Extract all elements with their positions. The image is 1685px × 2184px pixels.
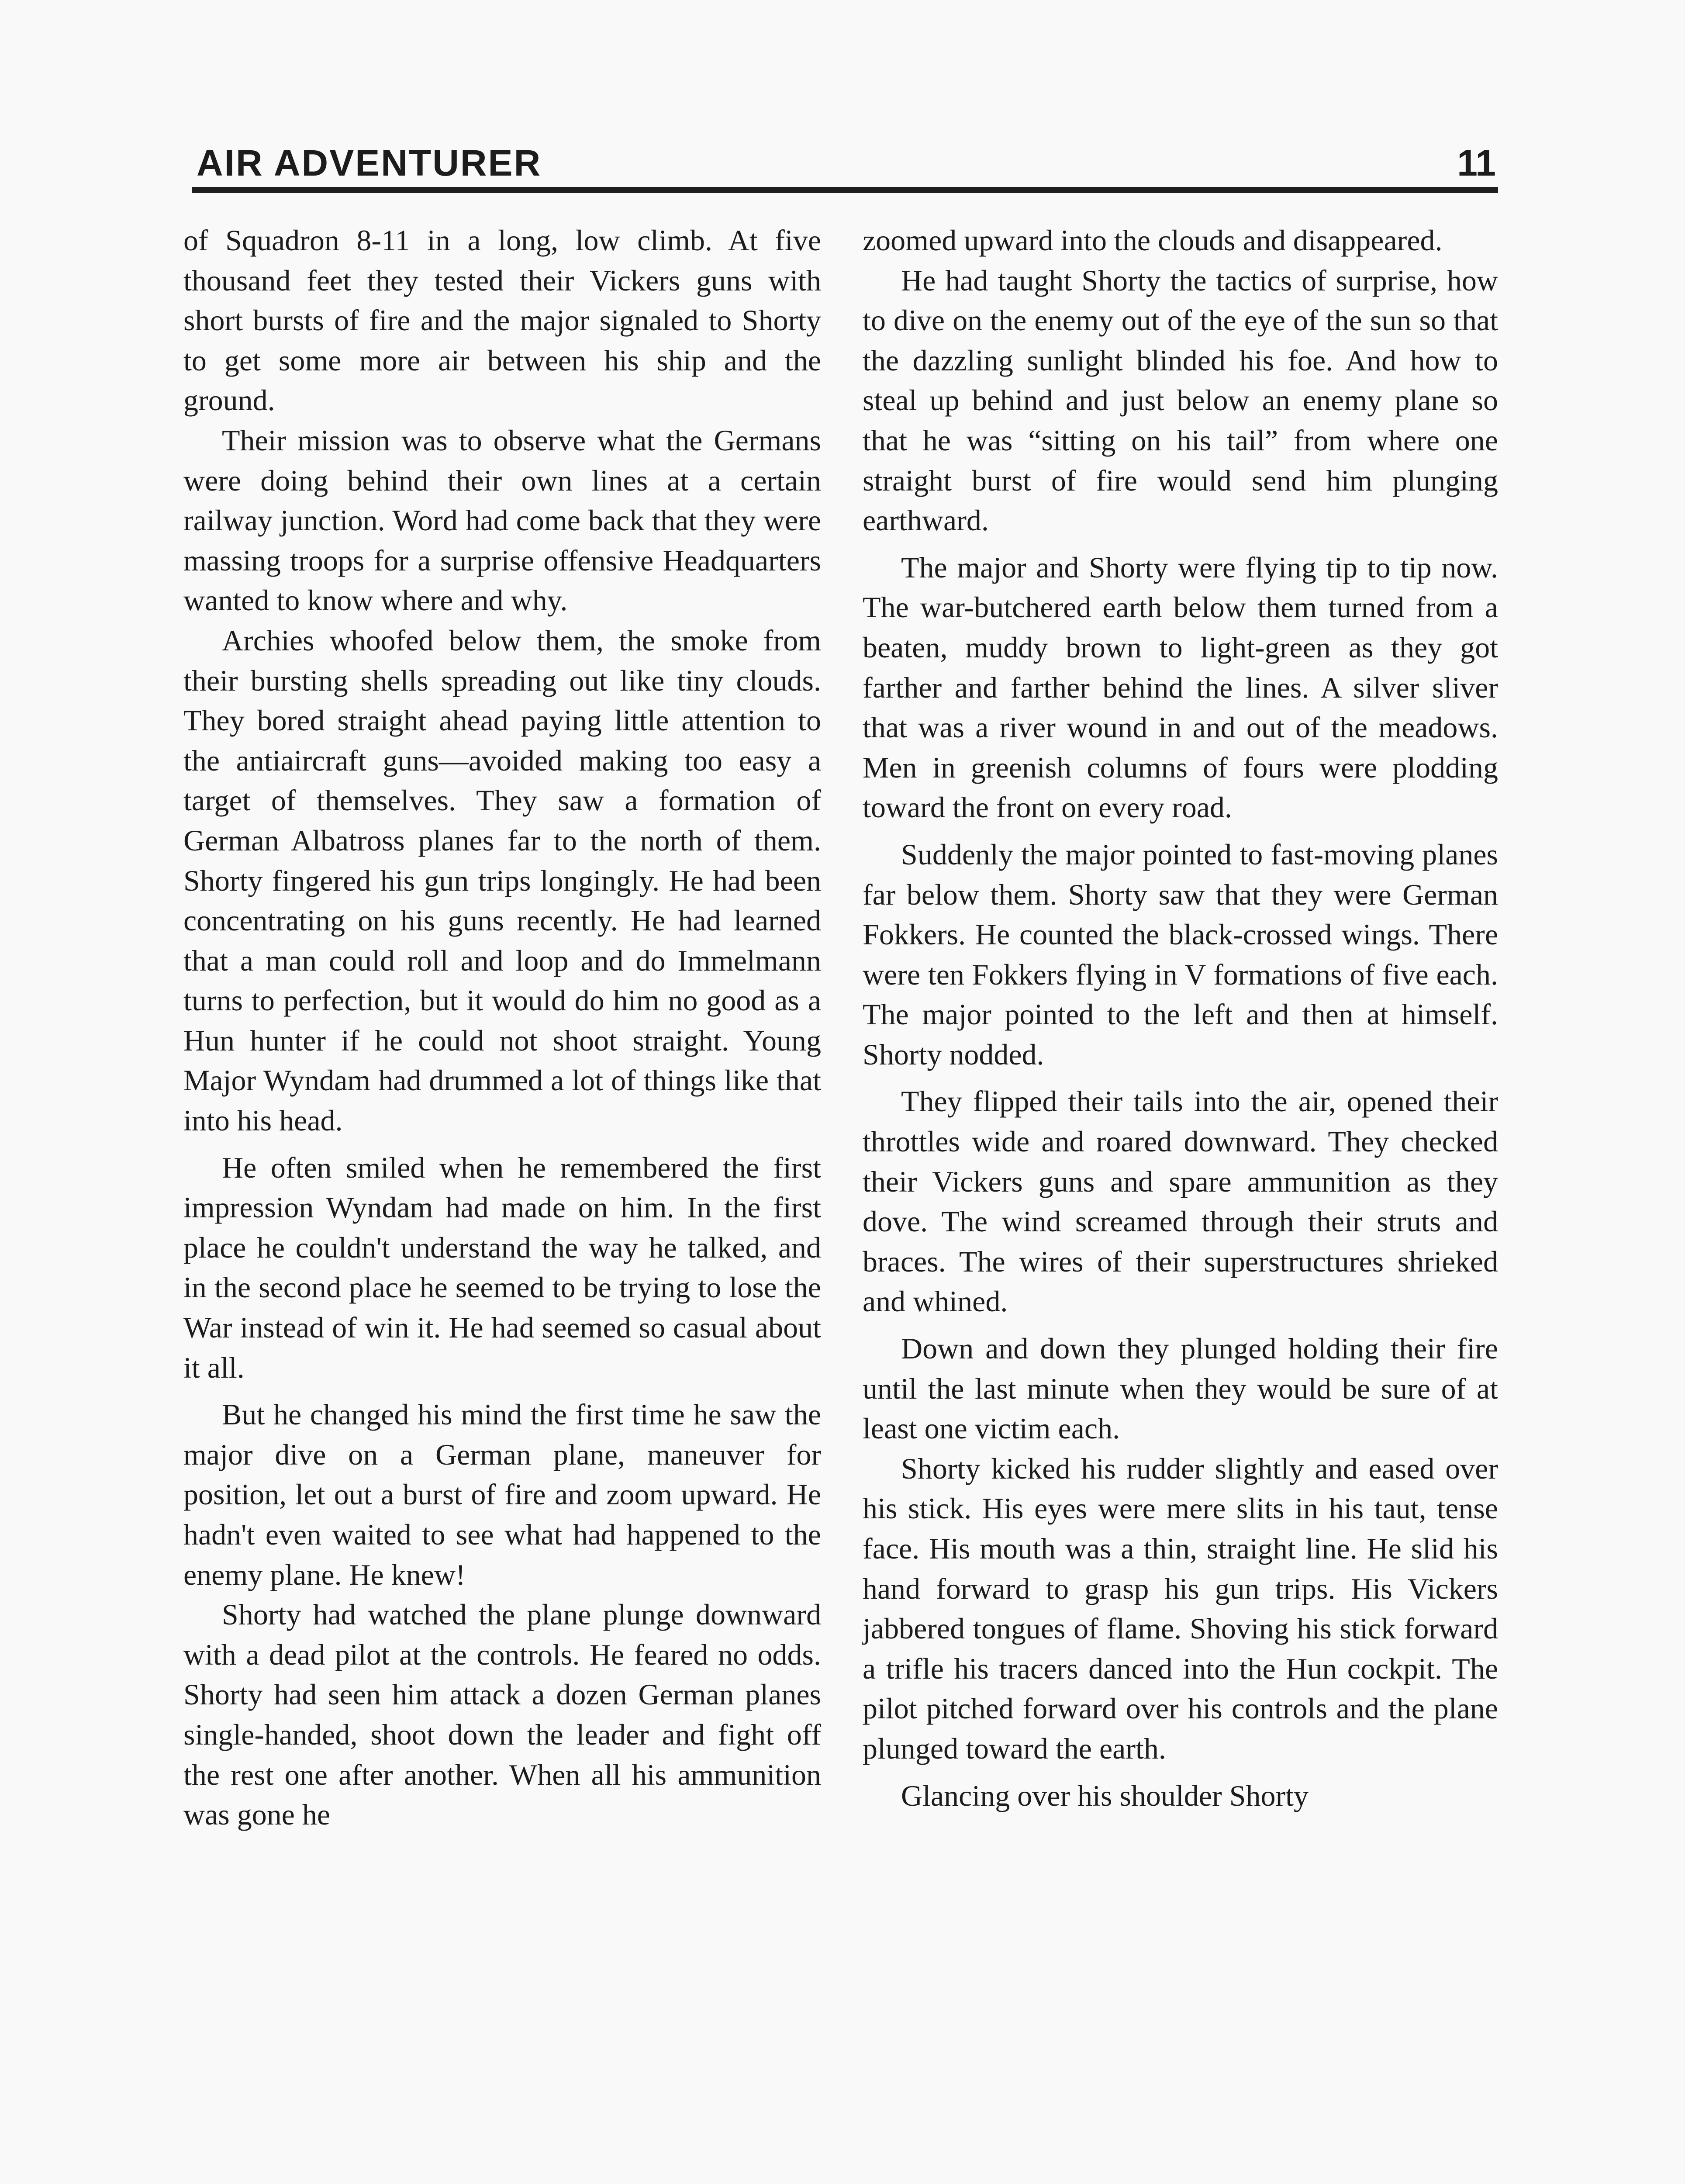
magazine-title: AIR ADVENTURER — [197, 142, 542, 183]
paragraph: Archies whoofed below them, the smoke from their bursting shells spreading out like tiny clouds. They bored straight ahead paying little attention to the antiaircraft guns—avoided making too easy a target of themselves. They saw a formation of German Albatross planes far to the north of them. Shorty fingered his gun trips longingly. He had been concentrating on his guns recently. He had learned that a man could roll and loop and do Immelmann turns to perfection, but it would do him no good as a Hun hunter if he could not shoot straight. Young Major Wyndam had drummed a lot of things like that into his head. — [183, 623, 821, 1137]
paragraph: He had taught Shorty the tactics of surprise, how to dive on the enemy out of the eye of the sun so that the dazzling sunlight blinded his foe. And how to steal up behind and just below an enemy plane so that he was “sitting on his tail” from where one straight burst of fire would send him plunging earthward. — [863, 263, 1498, 537]
paragraph: Glancing over his shoulder Shorty — [901, 1779, 1309, 1812]
paragraph: The major and Shorty were flying tip to tip now. The war-butchered earth below them turned from a beaten, muddy brown to light-green as they got farther and farther behind the lines. A silver sliver that was a river wound in and out of the meadows. Men in greenish columns of fours were plodding toward the front on every road. — [863, 550, 1498, 824]
paragraph: zoomed upward into the clouds and disappeared. — [863, 224, 1443, 257]
page-number: 11 — [1457, 142, 1496, 183]
paragraph: Down and down they plunged holding their fire until the last minute when they would be sure of at least one victim each. — [863, 1332, 1498, 1445]
paragraph: Suddenly the major pointed to fast-moving planes far below them. Shorty saw that they were German Fokkers. He counted the black-crossed wings. There were ten Fokkers flying in V formations of five each. The major pointed to the left and then at himself. Shorty nodded. — [863, 837, 1498, 1071]
paragraph: Shorty kicked his rudder slightly and eased over his stick. His eyes were mere slits in his taut, tense face. His mouth was a thin, straight line. He slid his hand forward to grasp his gun trips. His Vickers jabbered tongues of flame. Shoving his stick forward a trifle his tracers danced into the Hun cockpit. The pilot pitched forward over his controls and the plane plunged toward the earth. — [863, 1451, 1498, 1765]
text-column-left — [183, 221, 821, 2184]
paragraph: They flipped their tails into the air, opened their throttles wide and roared downward. They checked their Vickers guns and spare ammunition as they dove. The wind screamed through their struts and braces. The wires of their superstructures shrieked and whined. — [863, 1085, 1498, 1318]
header-rule — [192, 187, 1498, 193]
paragraph: But he changed his mind the first time he saw the major dive on a German plane, maneuver for position, let out a burst of fire and zoom upward. He hadn't even waited to see what had happened to the enemy plane. He knew! — [183, 1398, 821, 1591]
paragraph: Their mission was to observe what the Germans were doing behind their own lines at a certain railway junction. Word had come back that they were massing troops for a surprise offensive Headquarters wanted to know where and why. — [183, 423, 821, 617]
paragraph: of Squadron 8-11 in a long, low climb. At five thousand feet they tested their Vickers guns with short bursts of fire and the major signaled to Shorty to get some more air between his ship and the ground. — [183, 224, 821, 417]
text-column-right — [863, 221, 1498, 2184]
paragraph: Shorty had watched the plane plunge downward with a dead pilot at the controls. He feared no odds. Shorty had seen him attack a dozen German planes single-handed, shoot down the leader and fight off the rest one after another. When all his ammunition was gone he — [183, 1598, 821, 1832]
paragraph: He often smiled when he remembered the first impression Wyndam had made on him. In the first place he couldn't understand the way he talked, and in the second place he seemed to be trying to lose the War instead of win it. He had seemed so casual about it all. — [183, 1151, 821, 1384]
running-header — [192, 133, 1498, 186]
